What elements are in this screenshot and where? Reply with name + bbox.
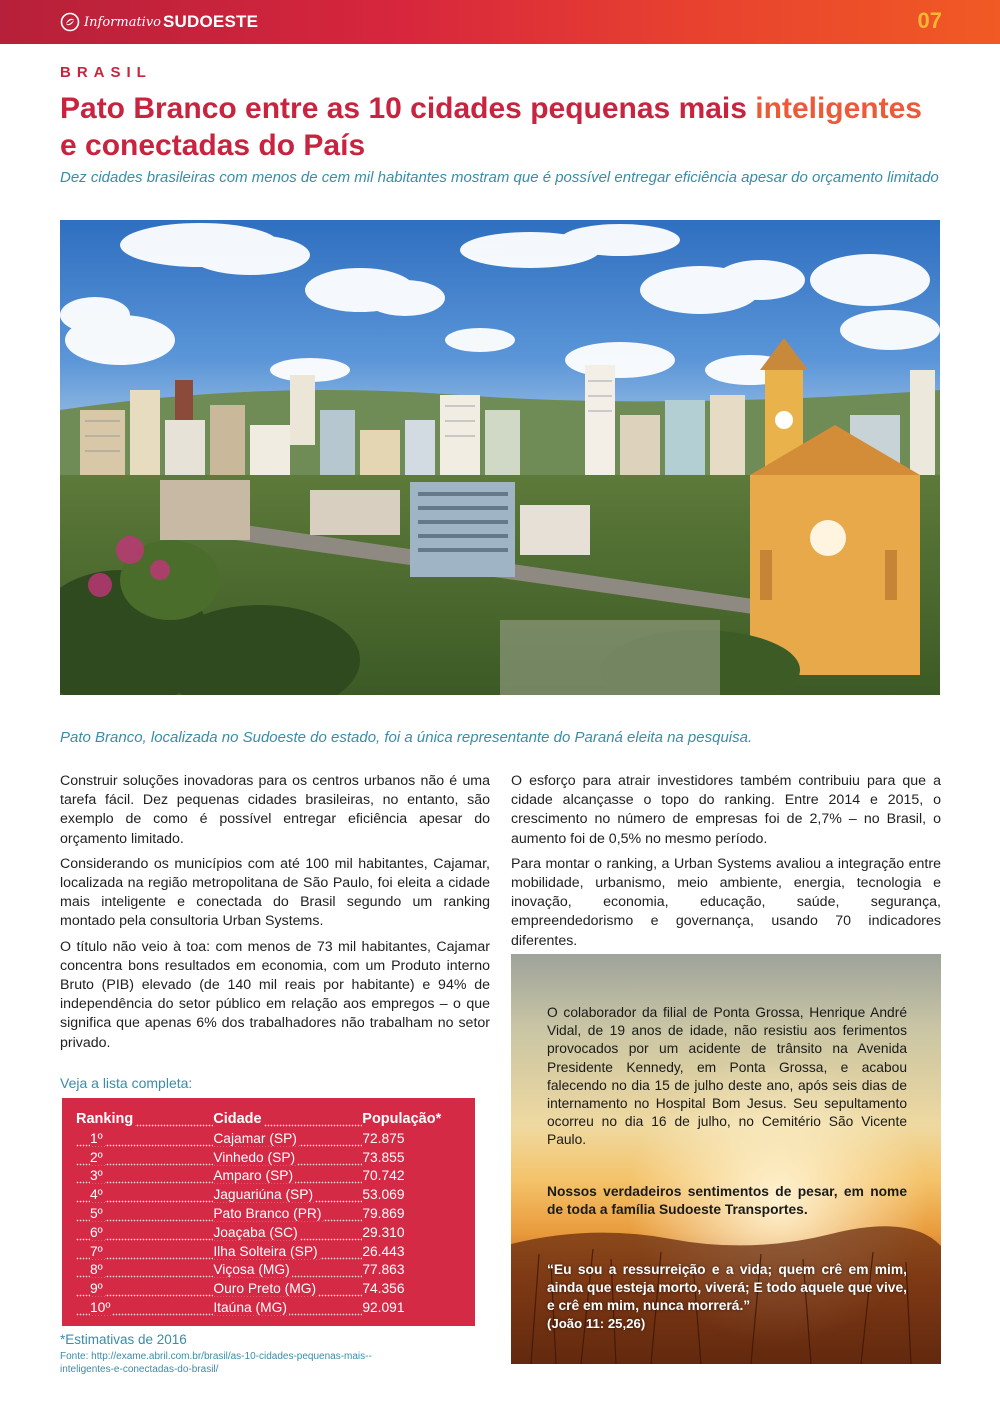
rank-cell: 7º (76, 1243, 213, 1262)
city-cell: Viçosa (MG) (213, 1261, 362, 1280)
table-row (76, 1186, 461, 1205)
rank-cell: 4º (76, 1186, 213, 1205)
article-subtitle: Dez cidades brasileiras com menos de cem mil habitantes mostram que é possível entregar eficiência apesar do orçamento limitado (60, 169, 939, 186)
population-cell: 29.310 (362, 1224, 405, 1240)
memorial-sentiments: Nossos verdadeiros sentimentos de pesar, em nome de toda a família Sudoeste Transportes. (547, 1184, 907, 1218)
population-cell: 77.863 (362, 1262, 405, 1278)
rank-cell: 2º (76, 1149, 213, 1168)
memorial-text: O colaborador da filial de Ponta Grossa, Henrique André Vidal, de 19 anos de idade, não resistiu aos ferimentos provocados por um acidente de trânsito na Avenida Presidente Kennedy, em Ponta Grossa, e acabou falecendo no dia 15 de julho deste ano, após seis dias de internamento no Hospital Bom Jesus. Seu sepultamento ocorreu no dia 16 de julho, no Cemitério São Vicente Paulo. (547, 1005, 907, 1148)
table-row (76, 1261, 461, 1280)
rank-cell: 3º (76, 1167, 213, 1186)
table-row (76, 1149, 461, 1168)
page-number: 07 (917, 8, 942, 33)
paragraph: Construir soluções inovadoras para os centros urbanos não é uma tarefa fácil. Dez pequenas cidades brasileiras, no entanto, são exemplo de como é possível entregar eficiência apesar do orçamento limitado. (60, 773, 490, 847)
article-title (60, 90, 950, 164)
title-part-3: e conectadas do País (60, 129, 366, 162)
table-row (76, 1205, 461, 1224)
table-row (76, 1224, 461, 1243)
ranking-intro: Veja a lista completa: (60, 1075, 193, 1091)
city-cell: Ouro Preto (MG) (213, 1280, 362, 1299)
section-label: BRASIL (60, 64, 152, 81)
population-cell: 79.869 (362, 1205, 405, 1221)
city-cell: Amparo (SP) (213, 1167, 362, 1186)
city-cell: Ilha Solteira (SP) (213, 1243, 362, 1262)
city-cell: Vinhedo (SP) (213, 1149, 362, 1168)
header-bar (0, 0, 1000, 44)
city-cell: Pato Branco (PR) (213, 1205, 362, 1224)
column-header-city: Cidade (213, 1110, 362, 1129)
rank-cell: 1º (76, 1130, 213, 1149)
ranking-header-row (76, 1110, 461, 1129)
memorial-box (511, 954, 941, 1364)
population-cell: 70.742 (362, 1168, 405, 1184)
population-cell: 26.443 (362, 1243, 405, 1259)
population-cell: 73.855 (362, 1149, 405, 1165)
ranking-table (62, 1098, 475, 1326)
rank-cell: 9º (76, 1280, 213, 1299)
ranking-source: Fonte: http://exame.abril.com.br/brasil/as-10-cidades-pequenas-mais--inteligentes-e-conectadas-do-brasil/ (60, 1351, 372, 1375)
column-header-ranking: Ranking (76, 1110, 213, 1129)
rank-cell: 10º (76, 1299, 213, 1318)
title-part-2: inteligentes (755, 92, 922, 125)
paragraph: O título não veio à toa: com menos de 73 mil habitantes, Cajamar concentra bons resultados em economia, com um Produto interno Bruto (PIB) elevado (de 140 mil reais por habitante) e 94% de independência do setor público em relação aos empregos – o que significa que apenas 6% dos trabalhadores não trabalham no setor privado. (60, 938, 490, 1051)
brand-name: SUDOESTE (163, 12, 259, 31)
title-part-1: Pato Branco entre as 10 cidades pequenas mais (60, 92, 756, 125)
city-cell: Joaçaba (SC) (213, 1224, 362, 1243)
paragraph: Considerando os municípios com até 100 mil habitantes, Cajamar, localizada na região metropolitana de São Paulo, foi eleita a cidade mais inteligente e conectada do Brasil segundo um ranking montado pela consultoria Urban Systems. (60, 855, 490, 930)
population-cell: 92.091 (362, 1299, 405, 1315)
population-cell: 74.356 (362, 1281, 405, 1297)
ranking-footnote: *Estimativas de 2016 (60, 1332, 187, 1347)
logo-swoosh-icon (60, 12, 80, 32)
paragraph: O esforço para atrair investidores também contribuiu para que a cidade alcançasse o topo do ranking. Entre 2014 e 2015, o crescimento no número de empresas foi de 2,7% – no Brasil, o aumento foi de 0,5% no mesmo período. (511, 773, 941, 847)
memorial-quote: “Eu sou a ressurreição e a vida; quem crê em mim, ainda que esteja morto, viverá; E todo aquele que vive, e crê em mim, nunca morrerá.” (547, 1262, 907, 1314)
table-row (76, 1243, 461, 1262)
rank-cell: 5º (76, 1205, 213, 1224)
rank-cell: 8º (76, 1261, 213, 1280)
population-cell: 53.069 (362, 1187, 405, 1203)
table-row (76, 1167, 461, 1186)
city-cell: Cajamar (SP) (213, 1130, 362, 1149)
city-photo (60, 220, 940, 695)
column-header-population: População* (362, 1111, 442, 1127)
table-row (76, 1299, 461, 1318)
brand-script: Informativo (84, 14, 161, 30)
brand-logo (60, 10, 258, 34)
article-left-column (60, 772, 490, 1059)
paragraph: Para montar o ranking, a Urban Systems avaliou a integração entre mobilidade, urbanismo, meio ambiente, energia, tecnologia e inovação, economia, educação, saúde, segurança, empreendedorismo e governança, usando 70 indicadores diferentes. (511, 855, 941, 949)
table-row (76, 1130, 461, 1149)
city-cell: Itaúna (MG) (213, 1299, 362, 1318)
photo-caption: Pato Branco, localizada no Sudoeste do estado, foi a única representante do Paraná eleita na pesquisa. (60, 729, 753, 746)
rank-cell: 6º (76, 1224, 213, 1243)
article-right-column (511, 772, 941, 957)
memorial-reference: (João 11: 25,26) (547, 1316, 646, 1331)
population-cell: 72.875 (362, 1130, 405, 1146)
table-row (76, 1280, 461, 1299)
city-cell: Jaguariúna (SP) (213, 1186, 362, 1205)
